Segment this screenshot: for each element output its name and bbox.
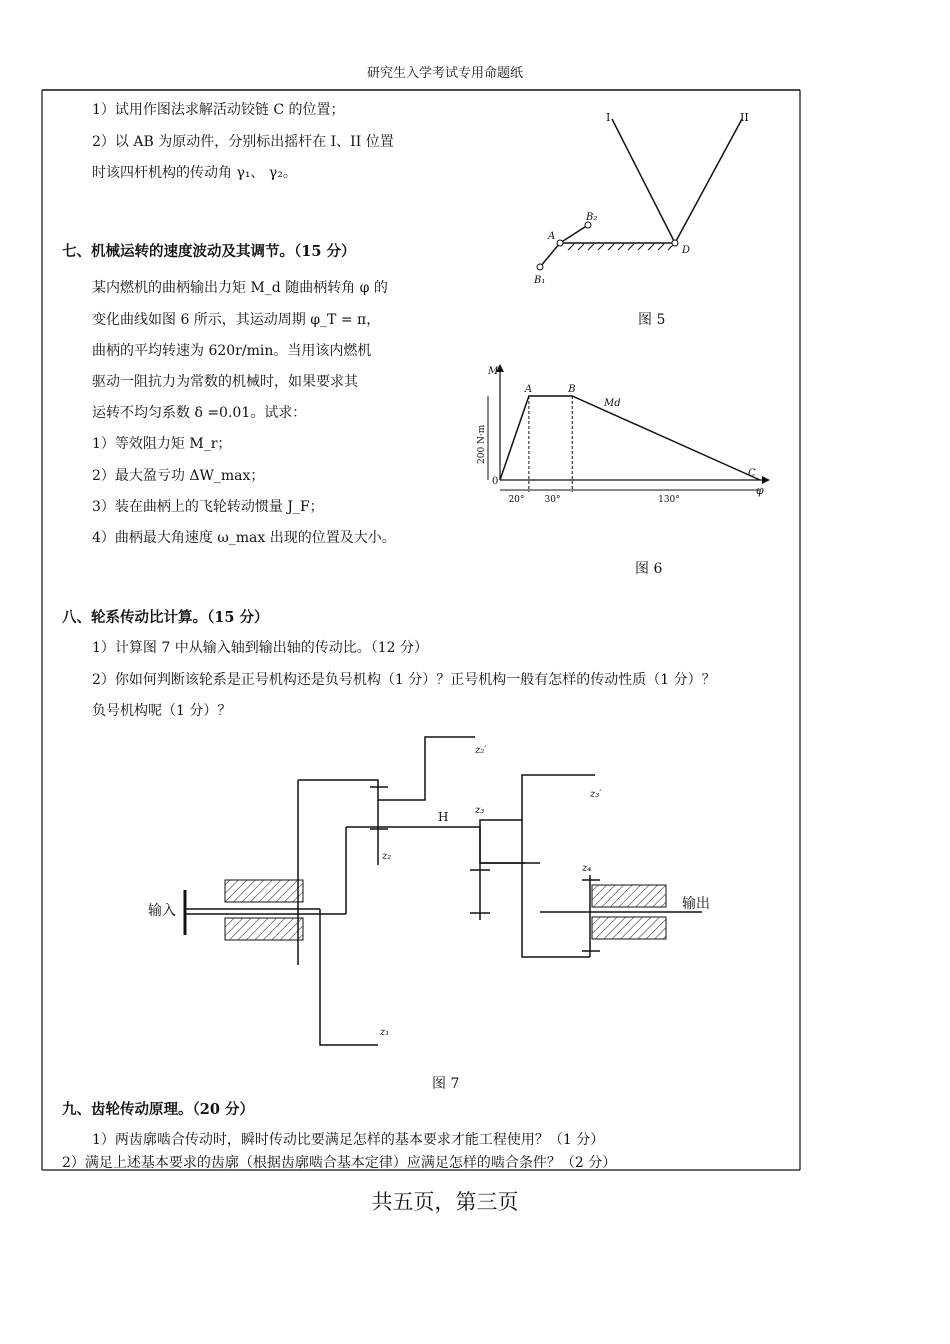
q9-item-1: 1）两齿廓啮合传动时，瞬时传动比要满足怎样的基本要求才能工程使用？（1 分） — [92, 1132, 605, 1148]
label-z3: z₃ — [475, 805, 485, 816]
q6-item2-line2: 时该四杆机构的传动角 γ₁、 γ₂。 — [92, 165, 297, 181]
label-z3-prime: z₃′ — [590, 789, 602, 800]
label-z1: z₁ — [380, 1027, 390, 1038]
label-segment-2: 30° — [544, 495, 561, 505]
q6-item2-line1: 2）以 AB 为原动件，分别标出摇杆在 I、II 位置 — [92, 134, 394, 150]
q8-item-1: 1）计算图 7 中从输入轴到输出轴的传动比。（12 分） — [92, 640, 428, 656]
gear-z4 — [522, 820, 590, 957]
q7-item-3: 3）装在曲柄上的飞轮转动惯量 J_F； — [92, 499, 324, 515]
q8-title: 八、轮系传动比计算。（15 分） — [62, 609, 269, 626]
figure-5 — [520, 105, 780, 295]
rocker-position-2 — [675, 119, 742, 243]
label-z2-prime: z₂′ — [475, 745, 487, 756]
q7-item-2: 2）最大盈亏功 ΔW_max； — [92, 468, 265, 484]
label-b1: B₁ — [534, 275, 546, 286]
figure-7-gear-train — [130, 725, 750, 1065]
label-b2: B₂ — [586, 212, 598, 223]
figure-5-caption: 图 5 — [638, 312, 666, 328]
joint-a — [557, 240, 563, 246]
label-md: Md — [604, 398, 621, 409]
label-z2: z₂ — [382, 851, 392, 862]
q7-line-4: 驱动一阻抗力为常数的机械时，如果要求其 — [92, 374, 358, 390]
figure-6-chart — [470, 360, 780, 510]
q7-line-3: 曲柄的平均转速为 620r/min。当用该内燃机 — [92, 343, 372, 359]
label-point-c: C — [748, 468, 756, 479]
label-phi: φ — [756, 484, 764, 497]
rocker-position-1 — [612, 119, 675, 243]
md-curve — [500, 396, 760, 480]
gear-z1 — [320, 909, 378, 1045]
joint-b1 — [537, 264, 543, 270]
gear-z2-prime — [298, 737, 475, 800]
left-bearing-bottom — [225, 918, 303, 940]
q7-line-1: 某内燃机的曲柄输出力矩 M_d 随曲柄转角 φ 的 — [92, 280, 388, 296]
q7-line-5: 运转不均匀系数 δ =0.01。试求： — [92, 405, 307, 421]
label-input: 输入 — [148, 903, 176, 919]
label-position-2: II — [740, 111, 749, 124]
label-a: A — [548, 231, 556, 242]
q9-item-2: 2）满足上述基本要求的齿廓（根据齿廓啮合基本定律）应满足怎样的啮合条件？（2 分） — [62, 1155, 617, 1171]
q9-title: 九、齿轮传动原理。（20 分） — [62, 1101, 254, 1118]
carrier-h — [346, 827, 525, 863]
x-axis-arrow — [762, 476, 770, 484]
joint-d — [672, 240, 678, 246]
left-bearing-top — [225, 880, 303, 902]
label-origin: 0 — [492, 476, 499, 487]
q7-item-4: 4）曲柄最大角速度 ω_max 出现的位置及大小。 — [92, 530, 396, 546]
crank-position-1 — [540, 243, 560, 267]
figure-6-caption: 图 6 — [635, 561, 663, 577]
q7-title: 七、机械运转的速度波动及其调节。（15 分） — [62, 243, 356, 260]
label-segment-1: 20° — [508, 495, 525, 505]
label-point-a: A — [524, 384, 533, 395]
label-output: 输出 — [682, 896, 710, 912]
label-d: D — [682, 245, 691, 256]
label-h: H — [438, 810, 449, 824]
torque-label: 200 N·m — [477, 424, 487, 464]
label-point-b: B — [568, 384, 576, 395]
right-bearing-top — [592, 885, 666, 907]
q8-item-2: 2）你如何判断该轮系是正号机构还是负号机构（1 分）？正号机构一般有怎样的传动性质（1 分）？ — [92, 672, 716, 688]
right-bearing-bottom — [592, 917, 666, 939]
label-z4: z₄ — [582, 863, 592, 874]
q6-item1: 1）试用作图法求解活动铰链 C 的位置； — [92, 102, 345, 118]
crank-position-2 — [560, 225, 588, 243]
label-m: M — [488, 366, 499, 377]
gear-z3-prime — [480, 775, 595, 827]
ground-hatching — [568, 244, 674, 250]
label-position-1: I — [606, 111, 611, 124]
page-footer: 共五页，第三页 — [371, 1190, 519, 1214]
q7-item-1: 1）等效阻力矩 M_r； — [92, 436, 232, 452]
q7-line-2: 变化曲线如图 6 所示，其运动周期 φ_T = π， — [92, 312, 381, 328]
label-segment-3: 130° — [658, 495, 680, 505]
page-header: 研究生入学考试专用命题纸 — [366, 66, 523, 81]
figure-7-caption: 图 7 — [432, 1076, 460, 1092]
q8-item-2-cont: 负号机构呢（1 分）？ — [92, 703, 232, 719]
